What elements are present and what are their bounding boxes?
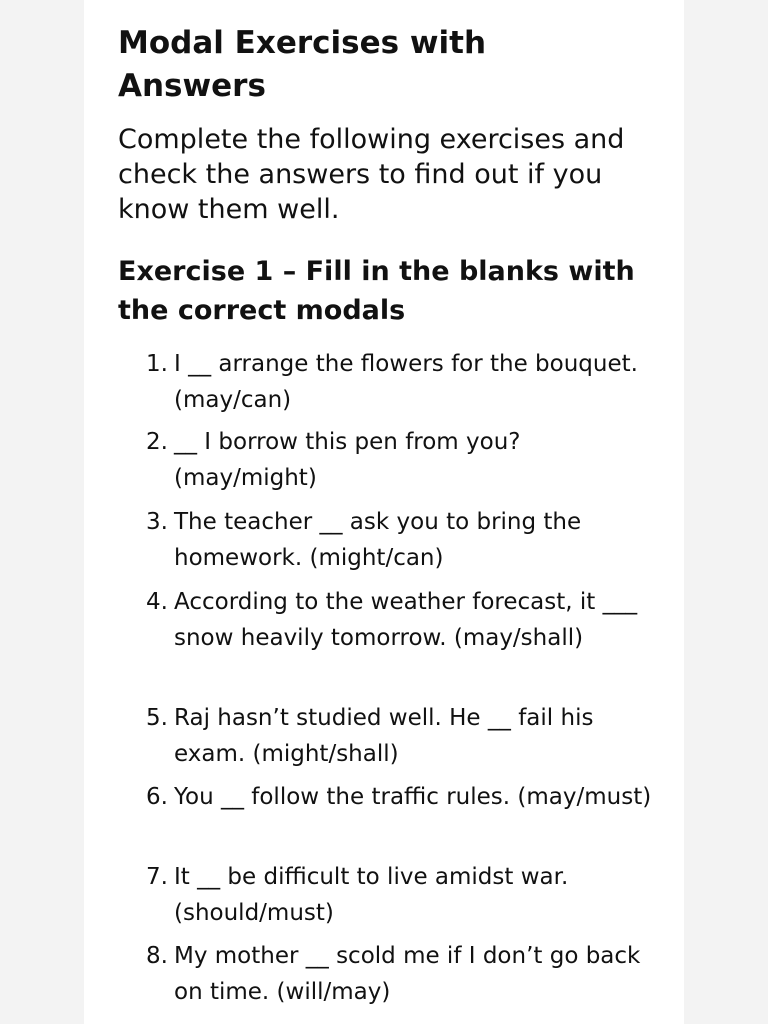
question-text: I __ arrange the flowers for the bouquet. (may/can) <box>174 351 638 413</box>
question-text: My mother __ scold me if I don’t go back on time. (will/may) <box>174 943 641 1005</box>
question-number: 3. <box>146 509 168 535</box>
question-number: 7. <box>146 864 168 890</box>
question-text: According to the weather forecast, it ___ snow heavily tomorrow. (may/shall) <box>174 589 638 651</box>
question-number: 4. <box>146 589 168 615</box>
question-number: 5. <box>146 705 168 731</box>
question-text: Raj hasn’t studied well. He __ fail his exam. (might/shall) <box>174 705 594 767</box>
question-number: 8. <box>146 943 168 969</box>
question-text: It __ be difficult to live amidst war. (should/must) <box>174 864 569 926</box>
question-text: The teacher __ ask you to bring the homework. (might/can) <box>174 509 582 571</box>
document-title: Modal Exercises with Answers <box>118 25 487 104</box>
exercise-heading: Exercise 1 – Fill in the blanks with the correct modals <box>118 256 635 326</box>
question-number: 6. <box>146 784 168 810</box>
question-number: 2. <box>146 429 168 455</box>
question-number: 1. <box>146 351 168 377</box>
question-text: You __ follow the traffic rules. (may/must) <box>174 784 652 810</box>
intro-paragraph: Complete the following exercises and check the answers to find out if you know them well. <box>118 124 625 225</box>
question-text: __ I borrow this pen from you? (may/might) <box>174 429 521 491</box>
